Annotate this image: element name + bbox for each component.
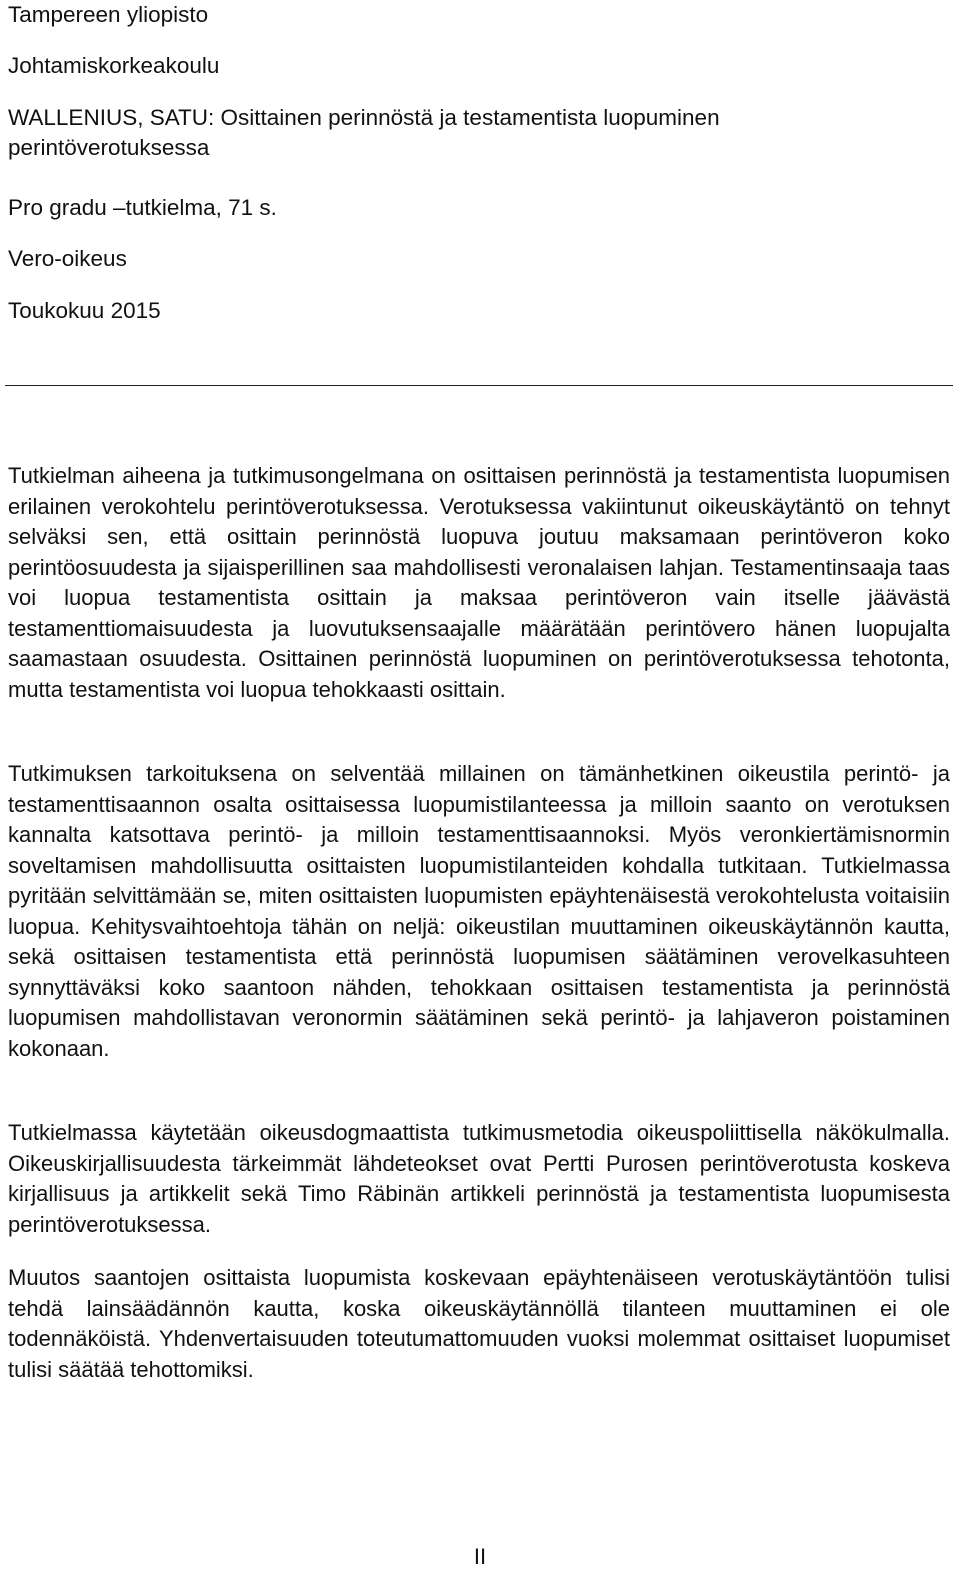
school-name: Johtamiskorkeakoulu [8,53,220,78]
subject: Vero-oikeus [8,246,127,271]
university-name: Tampereen yliopisto [8,2,209,27]
abstract-paragraph-1-text: Tutkielman aiheena ja tutkimusongelmana on osittaisen perinnöstä ja testamentista luopumisen erilainen verokohtelu perintöverotuksessa. Verotuksessa vakiintunut oikeuskäytäntö on tehnyt selväksi sen, että osittain perinnöstä luopuva joutuu maksamaan perintöveron koko perintöosuudesta ja sijaisperillinen saa mahdollisesti veronalaisen lahjan. Testamentinsaaja taas voi luopua testamentista osittain ja maksaa perintöveron vain itselle jäävästä testamenttiomaisuudesta ja luovutuksensaajalle määrätään perintövero hänen luopujalta saamastaan osuudesta. Osittainen perinnöstä luopuminen on perintöverotuksessa tehotonta, mutta testamentista voi luopua tehokkaasti osittain. [8,463,950,702]
divider-line [5,385,953,386]
abstract-paragraph-3-text: Tutkielmassa käytetään oikeusdogmaattista tutkimusmetodia oikeuspoliittisella näkökulmalla. Oikeuskirjallisuudesta tärkeimmät lähdeteokset ovat Pertti Purosen perintöverotusta koskeva kirjallisuus ja artikkelit sekä Timo Räbinän artikkeli perinnöstä ja testamentista luopumisesta perintöverotuksessa. [8,1120,950,1237]
page-number: II [473,1544,487,1569]
thesis-type: Pro gradu –tutkielma, 71 s. [8,195,277,220]
abstract-paragraph-2 [8,759,950,1064]
date: Toukokuu 2015 [8,298,161,323]
author-and-title: WALLENIUS, SATU: Osittainen perinnöstä ja testamentista luopuminen perintöverotuksessa [8,105,720,160]
abstract-paragraph-2-text: Tutkimuksen tarkoituksena on selventää millainen on tämänhetkinen oikeustila perintö- ja testamenttisaannon osalta osittaisessa luopumistilanteessa ja milloin saanto on verotuksen kannalta katsottava perintö- ja milloin testamenttisaannoksi. Myös veronkiertämisnormin soveltamisen mahdollisuutta osittaisten luopumistilanteiden kohdalla tutkitaan. Tutkielmassa pyritään selvittämään se, miten osittaisten luopumisten epäyhtenäisestä verokohtelusta voitaisiin luopua. Kehitysvaihtoehtoja tähän on neljä: oikeustilan muuttaminen oikeuskäytännön kautta, sekä osittaisen testamentista että perinnöstä luopumisen säätäminen verovelkasuhteen synnyttäväksi koko saantoon nähden, tehokkaan osittaisen testamentista ja perinnöstä luopumisen mahdollistavan veronormin säätäminen sekä perintö- ja lahjaveron poistaminen kokonaan. [8,761,950,1061]
abstract-paragraph-3 [8,1118,950,1240]
abstract-paragraph-4-text: Muutos saantojen osittaista luopumista koskevaan epäyhtenäiseen verotuskäytäntöön tulisi tehdä lainsäädännön kautta, koska oikeuskäytännöllä tilanteen muuttaminen ei ole todennäköistä. Yhdenvertaisuuden toteutumattomuuden vuoksi molemmat osittaiset luopumiset tulisi säätää tehottomiksi. [8,1265,950,1382]
abstract-paragraph-1 [8,461,950,705]
abstract-paragraph-4 [8,1263,950,1385]
